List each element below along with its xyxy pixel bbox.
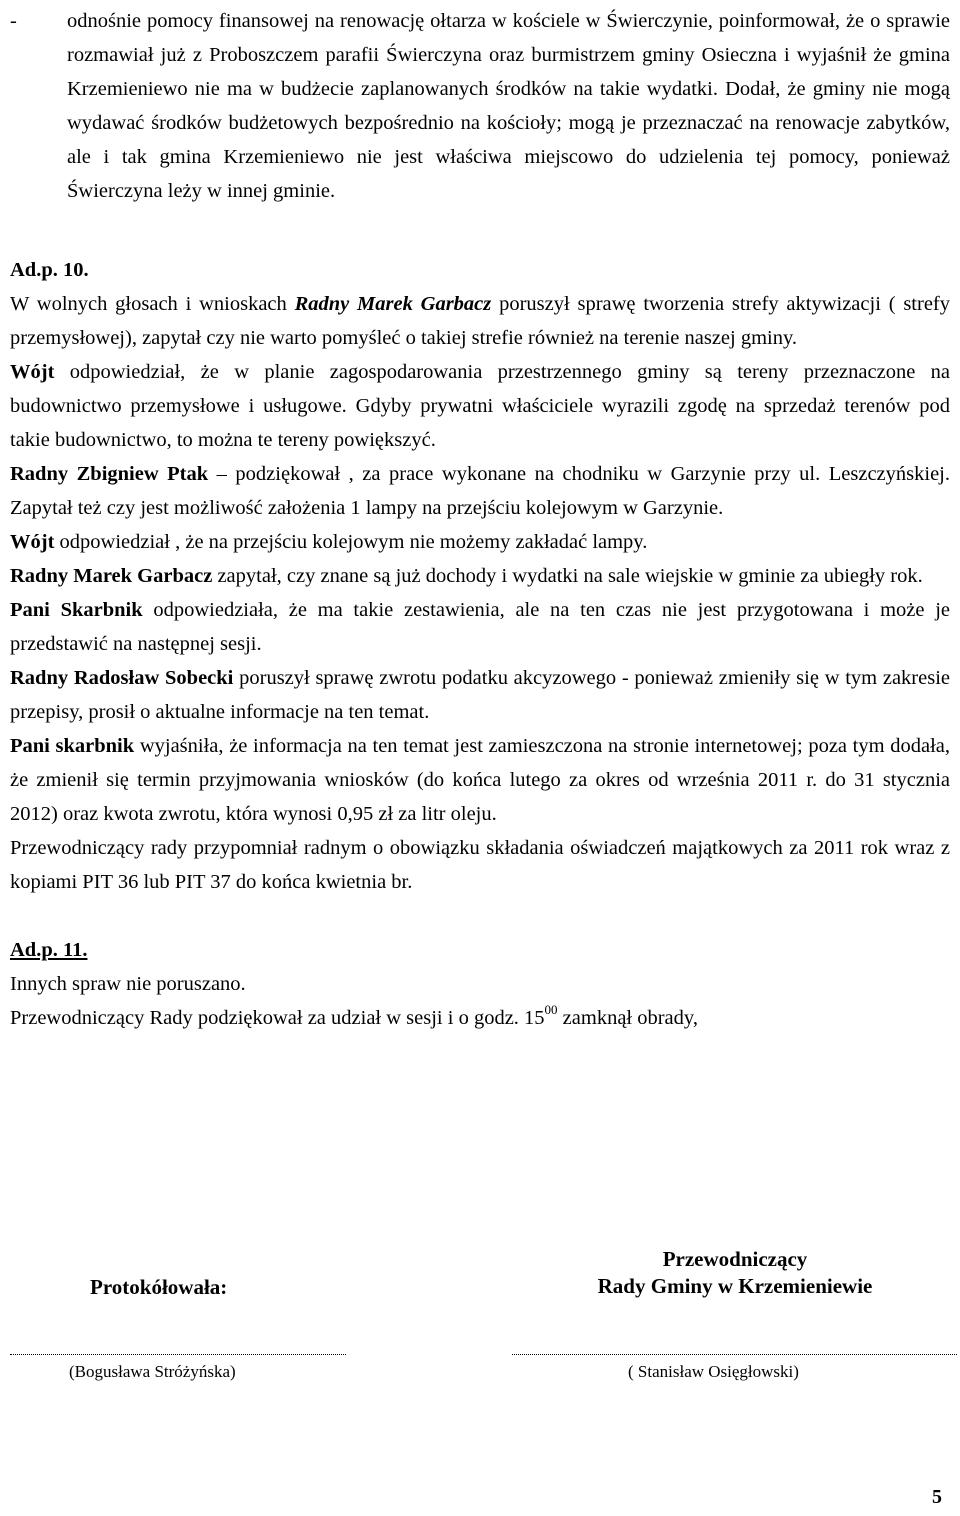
- signature-line-right: [512, 1354, 957, 1355]
- signature-title-left: Protokółowała:: [90, 1275, 228, 1299]
- section-heading-10: Ad.p. 10.: [10, 259, 89, 281]
- paragraph-wojt-reply: [10, 355, 950, 457]
- speaker-name: Wójt: [10, 361, 55, 383]
- signature-line-left: [10, 1354, 346, 1355]
- signature-title-line: Rady Gminy w Krzemieniewie: [597, 1274, 873, 1298]
- spacer: [10, 899, 950, 933]
- paragraph-skarbnik-reply: [10, 593, 950, 661]
- paragraph-text: poruszył sprawę tworzenia strefy aktywizacji ( strefy przemysłowej), zapytał czy nie warto pomyśleć o takiej strefie również na terenie naszej gminy.: [10, 293, 950, 349]
- paragraph-text: W wolnych głosach i wnioskach: [10, 293, 295, 315]
- signature-name-right: ( Stanisław Osięgłowski): [628, 1362, 799, 1381]
- paragraph-text: odpowiedział , że na przejściu kolejowym nie możemy zakładać lampy.: [54, 531, 648, 553]
- paragraph-text: Przewodniczący Rady podziękował za udział w sesji i o godz. 15: [10, 1007, 545, 1029]
- page-number: 5: [932, 1486, 942, 1508]
- time-minutes: 00: [544, 1002, 558, 1018]
- paragraph-text: wyjaśniła, że informacja na ten temat jest zamieszczona na stronie internetowej; poza tym dodała, że zmienił się termin przyjmowania wniosków (do końca lutego za okres od września 2011 r. do 31 stycznia 2012) oraz kwota zwrotu, która wynosi 0,95 zł za litr oleju.: [10, 735, 951, 825]
- paragraph-closing: [10, 1001, 950, 1035]
- paragraph-text: odpowiedział, że w planie zagospodarowania przestrzennego gminy są tereny przeznaczone na budownictwo przemysłowe i usługowe. Gdyby prywatni właściciele wyrazili zgodę na sprzedaż terenów pod takie budownictwo, to można te tereny powiększyć.: [10, 361, 950, 451]
- speaker-name: Radny Radosław Sobecki: [10, 667, 234, 689]
- speaker-name: Radny Marek Garbacz: [10, 565, 213, 587]
- section-heading-11: Ad.p. 11.: [10, 939, 88, 961]
- speaker-name: Pani Skarbnik: [10, 599, 143, 621]
- paragraph-text: poruszył sprawę zwrotu podatku akcyzowego - ponieważ zmieniły się w tym zakresie przepisy, prosił o aktualne informacje na ten temat.: [10, 667, 951, 723]
- speaker-name: Radny Marek Garbacz: [294, 293, 492, 315]
- paragraph-ptak: [10, 457, 950, 525]
- speaker-name: Radny Zbigniew Ptak: [10, 463, 209, 485]
- paragraph-text: – podziękował , za prace wykonane na chodniku w Garzynie przy ul. Leszczyńskiej. Zapytał też czy jest możliwość założenia 1 lampy na przejściu kolejowym w Garzynie.: [10, 463, 950, 519]
- bullet-item: [10, 4, 950, 208]
- paragraph-garbacz-zone: [10, 287, 950, 355]
- bullet-dash: -: [10, 10, 17, 32]
- paragraph-skarbnik-info: [10, 729, 950, 831]
- paragraph-text: zapytał, czy znane są już dochody i wydatki na sale wiejskie w gminie za ubiegły rok.: [212, 565, 923, 587]
- signature-title-right: [530, 1246, 940, 1300]
- paragraph-przewodniczacy-reminder: Przewodniczący rady przypomniał radnym o obowiązku składania oświadczeń majątkowych za 2011 rok wraz z kopiami PIT 36 lub PIT 37 do końca kwietnia br.: [10, 837, 950, 893]
- paragraph-sobecki: [10, 661, 950, 729]
- speaker-name: Pani skarbnik: [10, 735, 135, 757]
- signature-title-line: Przewodniczący: [662, 1247, 808, 1271]
- paragraph-text: odpowiedziała, że ma takie zestawienia, ale na ten czas nie jest przygotowana i może je przedstawić na następnej sesji.: [10, 599, 950, 655]
- paragraph-text: zamknął obrady,: [557, 1007, 698, 1029]
- signature-name-left: (Bogusława Stróżyńska): [69, 1362, 236, 1381]
- paragraph-wojt-lamp: [10, 525, 950, 559]
- document-body: [10, 253, 950, 1035]
- bullet-text: odnośnie pomocy finansowej na renowację ołtarza w kościele w Świerczynie, poinformował, że o sprawie rozmawiał już z Proboszczem parafii Świerczyna oraz burmistrzem gminy Osieczna i wyjaśnił że gmina Krzemieniewo nie ma w budżecie zaplanowanych środków na takie wydatki. Dodał, że gminy nie mogą wydawać środków budżetowych bezpośrednio na kościoły; mogą je przeznaczać na renowacje zabytków, ale i tak gmina Krzemieniewo nie jest właściwa miejscowo do udzielenia tej pomocy, ponieważ Świerczyna leży w innej gminie.: [67, 10, 950, 202]
- speaker-name: Wójt: [10, 531, 55, 553]
- paragraph-no-other: Innych spraw nie poruszano.: [10, 973, 246, 995]
- paragraph-garbacz-income: [10, 559, 950, 593]
